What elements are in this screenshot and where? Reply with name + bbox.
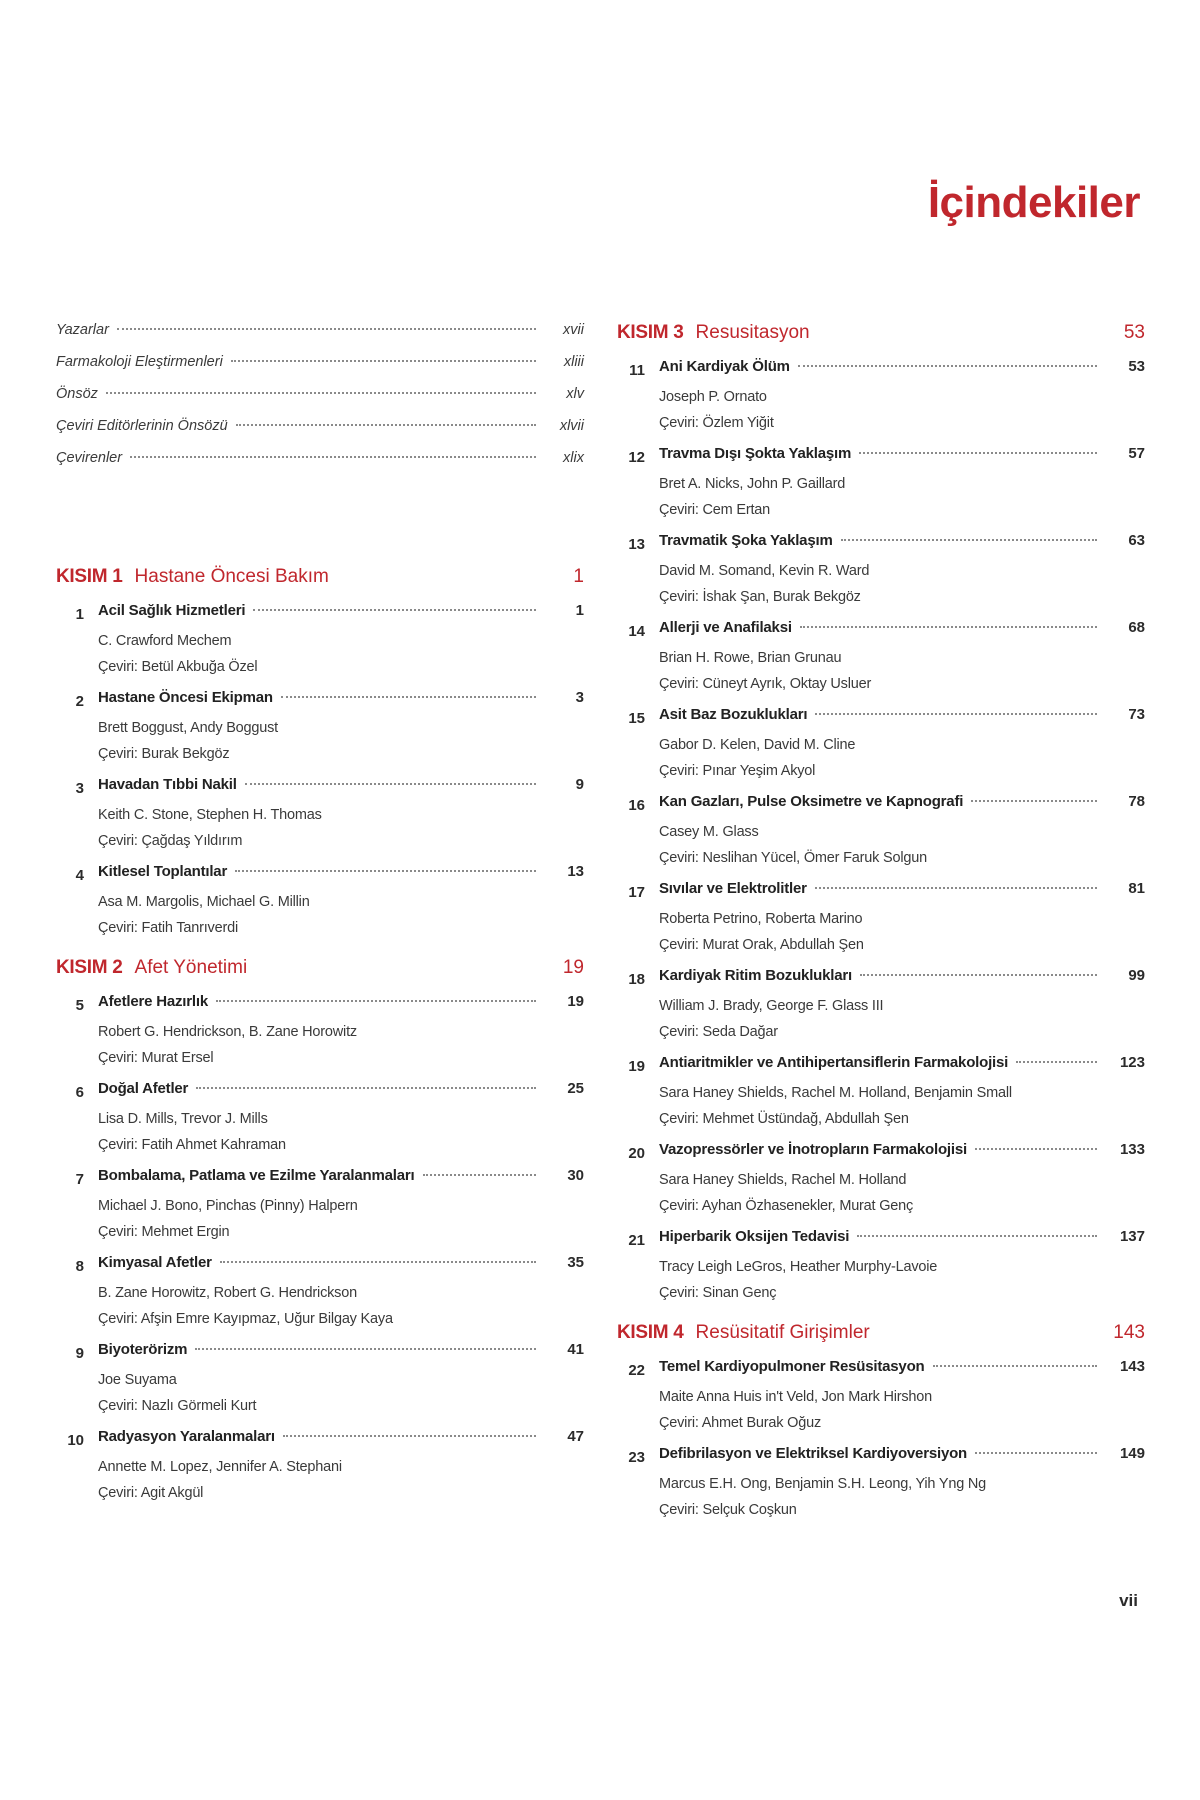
chapter-title-row <box>659 532 1145 558</box>
chapter-number: 14 <box>628 623 645 640</box>
chapter-page: 13 <box>567 863 584 880</box>
chapter-title-row <box>98 1080 584 1106</box>
chapter-title: Defibrilasyon ve Elektriksel Kardiyoversiyon <box>659 1445 968 1462</box>
chapter-authors: Sara Haney Shields, Rachel M. Holland, Benjamin Small <box>659 1085 1012 1101</box>
dot-leader <box>841 539 1097 541</box>
toc-section <box>617 1322 1145 1523</box>
chapter-page: 53 <box>1128 358 1145 375</box>
chapter-entry[interactable] <box>617 1445 1145 1523</box>
chapter-body <box>98 689 584 767</box>
dot-leader <box>859 452 1097 454</box>
dot-leader <box>800 626 1097 628</box>
section-title: Afet Yönetimi <box>134 957 248 978</box>
chapter-translator: Çeviri: Cüneyt Ayrık, Oktay Usluer <box>659 676 872 692</box>
chapter-number: 11 <box>629 362 645 379</box>
toc-section <box>56 957 584 1506</box>
chapter-page: 99 <box>1128 967 1145 984</box>
section-heading[interactable] <box>617 322 1145 358</box>
dot-leader <box>975 1148 1097 1150</box>
chapter-translator: Çeviri: Selçuk Coşkun <box>659 1502 797 1518</box>
chapter-number: 8 <box>75 1258 84 1275</box>
chapter-body <box>98 602 584 680</box>
chapter-authors: Joe Suyama <box>98 1372 177 1388</box>
chapter-entry[interactable] <box>617 1358 1145 1436</box>
chapter-title-row <box>98 1341 584 1367</box>
chapter-title-row <box>98 863 584 889</box>
chapter-title-row <box>98 602 584 628</box>
chapter-page: 73 <box>1128 706 1145 723</box>
section-page: 19 <box>562 957 584 978</box>
chapter-number: 19 <box>628 1058 645 1075</box>
section-label: KISIM 4 <box>617 1322 684 1343</box>
chapter-authors: Robert G. Hendrickson, B. Zane Horowitz <box>98 1024 357 1040</box>
chapter-body <box>659 1141 1145 1219</box>
chapter-authors: Joseph P. Ornato <box>659 389 767 405</box>
chapter-authors: Lisa D. Mills, Trevor J. Mills <box>98 1111 268 1127</box>
dot-leader <box>130 456 536 458</box>
chapter-page: 25 <box>567 1080 584 1097</box>
chapter-title: Vazopressörler ve İnotropların Farmakolojisi <box>659 1141 967 1158</box>
chapter-body <box>98 993 584 1071</box>
chapter-title: Kardiyak Ritim Bozuklukları <box>659 967 852 984</box>
dot-leader <box>245 783 536 785</box>
chapter-entry[interactable] <box>617 619 1145 697</box>
chapter-title-row <box>659 967 1145 993</box>
front-matter-list <box>56 322 584 482</box>
section-title: Hastane Öncesi Bakım <box>134 566 329 587</box>
dot-leader <box>933 1365 1098 1367</box>
chapter-translator: Çeviri: İshak Şan, Burak Bekgöz <box>659 589 861 605</box>
chapter-entry[interactable] <box>617 445 1145 523</box>
chapter-authors: Roberta Petrino, Roberta Marino <box>659 911 863 927</box>
chapter-authors: Brett Boggust, Andy Boggust <box>98 720 278 736</box>
chapter-title: Antiaritmikler ve Antihipertansiflerin Farmakolojisi <box>659 1054 1009 1071</box>
dot-leader <box>281 696 536 698</box>
toc-section <box>617 322 1145 1306</box>
section-heading[interactable] <box>56 957 584 993</box>
chapter-page: 9 <box>575 776 584 793</box>
chapter-page: 81 <box>1128 880 1145 897</box>
chapter-body <box>98 1080 584 1158</box>
chapter-title-row <box>659 1141 1145 1167</box>
chapter-page: 78 <box>1128 793 1145 810</box>
chapter-authors: Michael J. Bono, Pinchas (Pinny) Halpern <box>98 1198 358 1214</box>
chapter-authors: C. Crawford Mechem <box>98 633 232 649</box>
front-matter-item[interactable] <box>56 354 584 386</box>
chapter-authors: Brian H. Rowe, Brian Grunau <box>659 650 842 666</box>
chapter-title-row <box>659 793 1145 819</box>
chapter-translator: Çeviri: Cem Ertan <box>659 502 771 518</box>
chapter-title-row <box>659 1054 1145 1080</box>
chapter-page: 30 <box>567 1167 584 1184</box>
front-matter-title: Çeviri Editörlerinin Önsözü <box>56 418 228 434</box>
dot-leader <box>815 887 1097 889</box>
chapter-title: Kan Gazları, Pulse Oksimetre ve Kapnografi <box>659 793 964 810</box>
section-heading[interactable] <box>56 566 584 602</box>
chapter-body <box>659 1054 1145 1132</box>
chapter-authors: Marcus E.H. Ong, Benjamin S.H. Leong, Yih Yng Ng <box>659 1476 987 1492</box>
front-matter-title: Önsöz <box>56 386 98 402</box>
chapter-translator: Çeviri: Seda Dağar <box>659 1024 778 1040</box>
chapter-number: 7 <box>75 1171 84 1188</box>
chapter-authors: Keith C. Stone, Stephen H. Thomas <box>98 807 322 823</box>
dot-leader <box>106 392 536 394</box>
chapter-number: 17 <box>628 884 645 901</box>
chapter-entry[interactable] <box>56 1254 584 1332</box>
chapter-title-row <box>98 1254 584 1280</box>
chapter-number: 10 <box>67 1432 84 1449</box>
chapter-number: 22 <box>628 1362 645 1379</box>
chapter-title-row <box>659 358 1145 384</box>
chapter-entry[interactable] <box>617 1228 1145 1306</box>
left-column <box>56 322 584 1522</box>
chapter-entry[interactable] <box>617 1141 1145 1219</box>
chapter-entry[interactable] <box>56 993 584 1071</box>
right-sections <box>617 322 1145 1523</box>
dot-leader <box>971 800 1097 802</box>
chapter-entry[interactable] <box>56 1428 584 1506</box>
chapter-number: 23 <box>628 1449 645 1466</box>
chapter-title-row <box>98 1428 584 1454</box>
chapter-title: Travma Dışı Şokta Yaklaşım <box>659 445 852 462</box>
chapter-translator: Çeviri: Sinan Genç <box>659 1285 777 1301</box>
chapter-entry[interactable] <box>56 1167 584 1245</box>
chapter-title: Radyasyon Yaralanmaları <box>98 1428 275 1445</box>
chapter-body <box>659 619 1145 697</box>
chapter-page: 35 <box>567 1254 584 1271</box>
chapter-translator: Çeviri: Neslihan Yücel, Ömer Faruk Solgun <box>659 850 927 866</box>
chapter-number: 9 <box>75 1345 84 1362</box>
chapter-page: 137 <box>1119 1228 1145 1245</box>
chapter-number: 5 <box>75 997 84 1014</box>
chapter-body <box>659 445 1145 523</box>
chapter-title-row <box>98 993 584 1019</box>
chapter-body <box>98 863 584 941</box>
chapter-translator: Çeviri: Çağdaş Yıldırım <box>98 833 243 849</box>
dot-leader <box>195 1348 536 1350</box>
dot-leader <box>860 974 1097 976</box>
chapter-translator: Çeviri: Fatih Ahmet Kahraman <box>98 1137 286 1153</box>
chapter-title: Hiperbarik Oksijen Tedavisi <box>659 1228 850 1245</box>
chapter-translator: Çeviri: Afşin Emre Kayıpmaz, Uğur Bilgay Kaya <box>98 1311 393 1327</box>
front-matter-page: xlix <box>563 450 584 466</box>
chapter-translator: Çeviri: Nazlı Görmeli Kurt <box>98 1398 257 1414</box>
chapter-entry[interactable] <box>617 793 1145 871</box>
chapter-number: 6 <box>75 1084 84 1101</box>
page-number: vii <box>1119 1591 1138 1610</box>
chapter-translator: Çeviri: Ayhan Özhasenekler, Murat Genç <box>659 1198 914 1214</box>
chapter-translator: Çeviri: Mehmet Üstündağ, Abdullah Şen <box>659 1111 909 1127</box>
chapter-translator: Çeviri: Mehmet Ergin <box>98 1224 230 1240</box>
section-label: KISIM 1 <box>56 566 123 587</box>
front-matter-title: Çevirenler <box>56 450 123 466</box>
chapter-translator: Çeviri: Agit Akgül <box>98 1485 204 1501</box>
chapter-title: Havadan Tıbbi Nakil <box>98 776 237 793</box>
chapter-authors: Gabor D. Kelen, David M. Cline <box>659 737 856 753</box>
chapter-translator: Çeviri: Ahmet Burak Oğuz <box>659 1415 822 1431</box>
chapter-title: Doğal Afetler <box>98 1080 189 1097</box>
chapter-title: Biyoterörizm <box>98 1341 188 1358</box>
front-matter-page: xvii <box>563 322 584 338</box>
chapter-title-row <box>98 1167 584 1193</box>
section-title: Resüsitatif Girişimler <box>695 1322 870 1343</box>
section-heading[interactable] <box>617 1322 1145 1358</box>
front-matter-item[interactable] <box>56 418 584 450</box>
chapter-body <box>659 358 1145 436</box>
section-title: Resusitasyon <box>695 322 810 343</box>
chapter-title: Kimyasal Afetler <box>98 1254 212 1271</box>
chapter-authors: Asa M. Margolis, Michael G. Millin <box>98 894 310 910</box>
chapter-authors: Maite Anna Huis in't Veld, Jon Mark Hirshon <box>659 1389 933 1405</box>
chapter-body <box>98 776 584 854</box>
chapter-page: 19 <box>567 993 584 1010</box>
front-matter-page: xliii <box>563 354 584 370</box>
chapter-number: 16 <box>628 797 645 814</box>
chapter-body <box>659 1228 1145 1306</box>
chapter-title-row <box>659 445 1145 471</box>
dot-leader <box>423 1174 537 1176</box>
chapter-body <box>659 706 1145 784</box>
chapter-title: Ani Kardiyak Ölüm <box>659 358 790 375</box>
chapter-page: 57 <box>1128 445 1145 462</box>
chapter-title-row <box>98 689 584 715</box>
dot-leader <box>216 1000 536 1002</box>
chapter-number: 2 <box>75 693 84 710</box>
front-matter-item[interactable] <box>56 322 584 354</box>
chapter-body <box>98 1167 584 1245</box>
chapter-title-row <box>659 619 1145 645</box>
chapter-number: 13 <box>628 536 645 553</box>
chapter-page: 47 <box>567 1428 584 1445</box>
chapter-title: Sıvılar ve Elektrolitler <box>659 880 807 897</box>
chapter-title: Temel Kardiyopulmoner Resüsitasyon <box>659 1358 925 1375</box>
chapter-entry[interactable] <box>617 1054 1145 1132</box>
chapter-title-row <box>659 1228 1145 1254</box>
front-matter-page: xlvii <box>559 418 584 434</box>
chapter-translator: Çeviri: Betül Akbuğa Özel <box>98 659 258 675</box>
chapter-title: Travmatik Şoka Yaklaşım <box>659 532 833 549</box>
chapter-title: Kitlesel Toplantılar <box>98 863 228 880</box>
section-label: KISIM 2 <box>56 957 123 978</box>
chapter-number: 15 <box>628 710 645 727</box>
chapter-authors: Bret A. Nicks, John P. Gaillard <box>659 476 846 492</box>
chapter-page: 3 <box>575 689 584 706</box>
section-page: 1 <box>573 566 584 587</box>
chapter-number: 3 <box>75 780 84 797</box>
dot-leader <box>798 365 1097 367</box>
chapter-entry[interactable] <box>56 1080 584 1158</box>
dot-leader <box>975 1452 1097 1454</box>
chapter-translator: Çeviri: Pınar Yeşim Akyol <box>659 763 816 779</box>
chapter-title: Acil Sağlık Hizmetleri <box>98 602 246 619</box>
dot-leader <box>236 424 536 426</box>
toc-section <box>56 566 584 941</box>
chapter-entry[interactable] <box>56 863 584 941</box>
chapter-translator: Çeviri: Murat Ersel <box>98 1050 214 1066</box>
chapter-body <box>659 880 1145 958</box>
chapter-translator: Çeviri: Fatih Tanrıverdi <box>98 920 238 936</box>
chapter-entry[interactable] <box>56 602 584 680</box>
chapter-entry[interactable] <box>617 967 1145 1045</box>
chapter-entry[interactable] <box>56 1341 584 1419</box>
section-page: 143 <box>1113 1322 1145 1343</box>
chapter-title-row <box>659 880 1145 906</box>
chapter-page: 1 <box>575 602 584 619</box>
chapter-entry[interactable] <box>56 689 584 767</box>
chapter-authors: Tracy Leigh LeGros, Heather Murphy-Lavoie <box>659 1259 938 1275</box>
chapter-body <box>659 1445 1145 1523</box>
chapter-body <box>98 1341 584 1419</box>
chapter-authors: Sara Haney Shields, Rachel M. Holland <box>659 1172 907 1188</box>
front-matter-title: Farmakoloji Eleştirmenleri <box>56 354 223 370</box>
chapter-entry[interactable] <box>617 358 1145 436</box>
dot-leader <box>283 1435 536 1437</box>
chapter-page: 143 <box>1119 1358 1145 1375</box>
chapter-page: 149 <box>1119 1445 1145 1462</box>
chapter-page: 63 <box>1128 532 1145 549</box>
section-label: KISIM 3 <box>617 322 684 343</box>
front-matter-item[interactable] <box>56 450 584 482</box>
chapter-page: 68 <box>1128 619 1145 636</box>
left-sections <box>56 566 584 1506</box>
chapter-number: 21 <box>628 1232 645 1249</box>
chapter-body <box>659 532 1145 610</box>
dot-leader <box>117 328 536 330</box>
dot-leader <box>235 870 536 872</box>
chapter-title: Hastane Öncesi Ekipman <box>98 689 273 706</box>
chapter-authors: David M. Somand, Kevin R. Ward <box>659 563 870 579</box>
chapter-authors: B. Zane Horowitz, Robert G. Hendrickson <box>98 1285 357 1301</box>
chapter-number: 12 <box>628 449 645 466</box>
chapter-entry[interactable] <box>617 706 1145 784</box>
front-matter-page: xlv <box>566 386 584 402</box>
chapter-title: Asit Baz Bozuklukları <box>659 706 808 723</box>
chapter-translator: Çeviri: Burak Bekgöz <box>98 746 230 762</box>
chapter-title: Allerji ve Anafilaksi <box>659 619 792 636</box>
chapter-body <box>659 1358 1145 1436</box>
chapter-title-row <box>659 1358 1145 1384</box>
front-matter-item[interactable] <box>56 386 584 418</box>
dot-leader <box>220 1261 536 1263</box>
right-column <box>617 322 1145 1539</box>
chapter-body <box>659 793 1145 871</box>
dot-leader <box>1016 1061 1097 1063</box>
chapter-body <box>98 1254 584 1332</box>
chapter-page: 41 <box>567 1341 584 1358</box>
chapter-translator: Çeviri: Özlem Yiğit <box>659 415 774 431</box>
chapter-authors: Annette M. Lopez, Jennifer A. Stephani <box>98 1459 342 1475</box>
chapter-title-row <box>659 1445 1145 1471</box>
chapter-authors: William J. Brady, George F. Glass III <box>659 998 884 1014</box>
chapter-entry[interactable] <box>617 532 1145 610</box>
chapter-number: 4 <box>75 867 84 884</box>
dot-leader <box>231 360 536 362</box>
chapter-number: 1 <box>75 606 84 623</box>
chapter-number: 20 <box>628 1145 645 1162</box>
dot-leader <box>815 713 1097 715</box>
chapter-body <box>659 967 1145 1045</box>
chapter-body <box>98 1428 584 1506</box>
chapter-title-row <box>659 706 1145 732</box>
chapter-title-row <box>98 776 584 802</box>
dot-leader <box>857 1235 1097 1237</box>
chapter-page: 123 <box>1119 1054 1145 1071</box>
chapter-translator: Çeviri: Murat Orak, Abdullah Şen <box>659 937 864 953</box>
chapter-page: 133 <box>1119 1141 1145 1158</box>
dot-leader <box>253 609 536 611</box>
section-page: 53 <box>1123 322 1145 343</box>
chapter-entry[interactable] <box>617 880 1145 958</box>
dot-leader <box>196 1087 536 1089</box>
chapter-number: 18 <box>628 971 645 988</box>
front-matter-title: Yazarlar <box>56 322 109 338</box>
page-title: İçindekiler <box>927 178 1140 227</box>
chapter-title: Bombalama, Patlama ve Ezilme Yaralanmaları <box>98 1167 415 1184</box>
chapter-entry[interactable] <box>56 776 584 854</box>
chapter-authors: Casey M. Glass <box>659 824 759 840</box>
chapter-title: Afetlere Hazırlık <box>98 993 208 1010</box>
